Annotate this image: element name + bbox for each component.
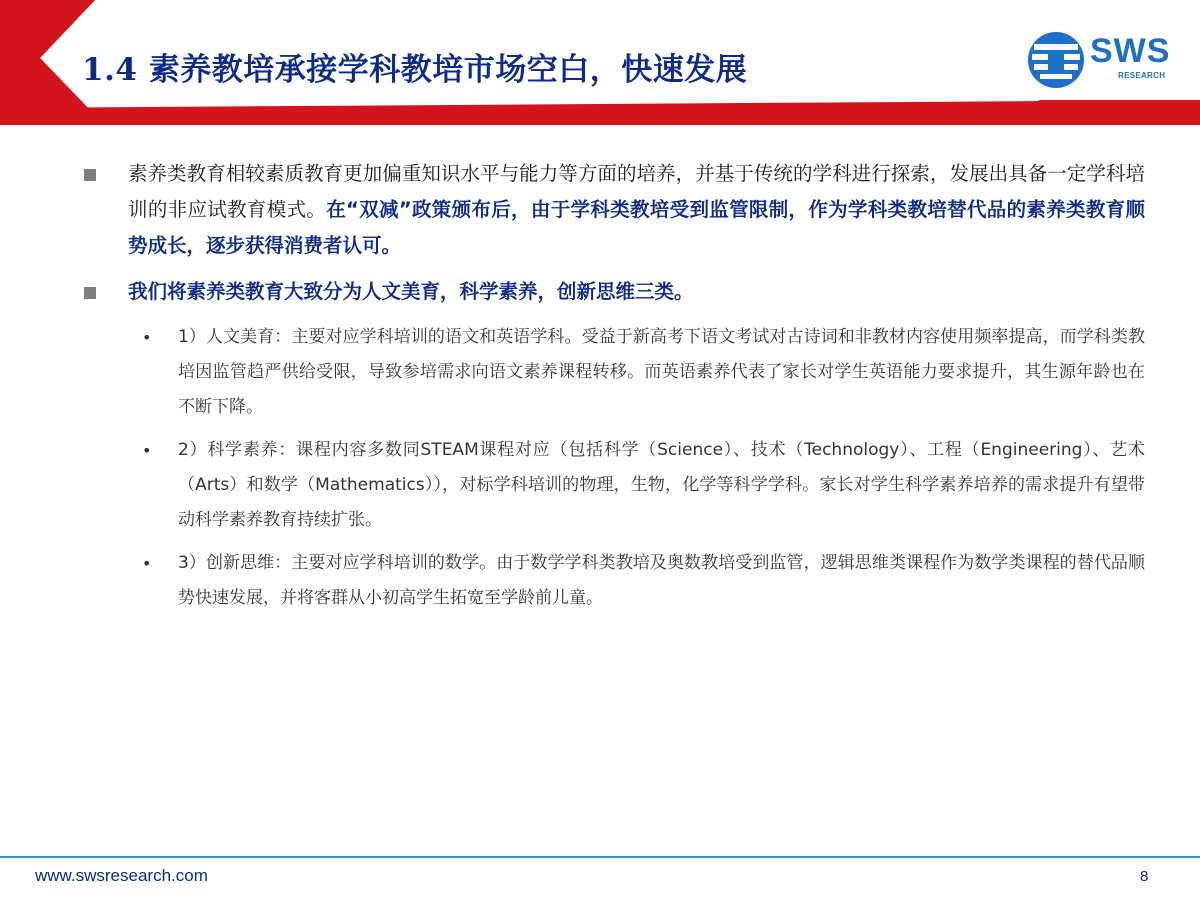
sws-logo xyxy=(1026,30,1176,90)
square-bullet-icon xyxy=(84,169,96,181)
sws-globe-icon xyxy=(1026,30,1086,90)
sub-bullet-text: 3）创新思维：主要对应学科培训的数学。由于数学学科类教培及奥数教培受到监管，逻辑思维类课程作为数学类课程的替代品顺势快速发展，并将客群从小初高学生拓宽至学龄前儿童。 xyxy=(178,553,1145,608)
footer-divider xyxy=(0,856,1200,858)
bullet-text-normal: 素养类教育相较素质教育更加偏重知识水平与能力等方面的培养，并基于传统的学科进行探索，发展出具备一定学科培训的非应试教育模式。 xyxy=(128,162,1145,221)
sub-bullet-text: 1）人文美育：主要对应学科培训的语文和英语学科。受益于新高考下语文考试对古诗词和非教材内容使用频率提高，而学科类教培因监管趋严供给受限，导致参培需求向语文素养课程转移。而英语素养代表了家长对学生英语能力要求提升，其生源年龄也在不断下降。 xyxy=(178,327,1145,417)
bullet-text-strong: 我们将素养类教育大致分为人文美育，科学素养，创新思维三类。 xyxy=(128,280,694,303)
sub-bullet-list xyxy=(80,320,1145,616)
sub-bullet-text: 2）科学素养：课程内容多数同STEAM课程对应（包括科学（Science）、技术（Technology）、工程（Engineering）、艺术（Arts）和数学（Mathematics）），对标学科培训的物理，生物，化学等科学学科。家长对学生科学素养培养的需求提升有望带动科学素养教育持续扩张。 xyxy=(178,440,1145,530)
dot-bullet-icon: • xyxy=(142,441,152,460)
square-bullet-icon xyxy=(84,287,96,299)
dot-bullet-icon: • xyxy=(142,554,152,573)
sub-bullet-item-2 xyxy=(80,433,1145,538)
bullet-text-strong: 在“双减”政策颁布后，由于学科类教培受到监管限制，作为学科类教培替代品的素养类教育顺势成长，逐步获得消费者认可。 xyxy=(128,198,1145,257)
bullet-item-2 xyxy=(80,274,1145,310)
dot-bullet-icon: • xyxy=(142,328,152,347)
logo-text: SWS xyxy=(1090,32,1171,70)
content-area xyxy=(80,156,1145,624)
bullet-item-1 xyxy=(80,156,1145,264)
bullet-paragraph xyxy=(128,274,1145,310)
page-title: 1.4 素养教培承接学科教培市场空白，快速发展 xyxy=(82,52,748,88)
page-number: 8 xyxy=(1140,868,1149,885)
bullet-paragraph xyxy=(128,156,1145,264)
logo-subtext: RESEARCH xyxy=(1118,71,1166,80)
footer-website-link[interactable]: www.swsresearch.com xyxy=(35,866,208,885)
sub-bullet-item-1 xyxy=(80,320,1145,425)
sub-bullet-item-3 xyxy=(80,546,1145,616)
